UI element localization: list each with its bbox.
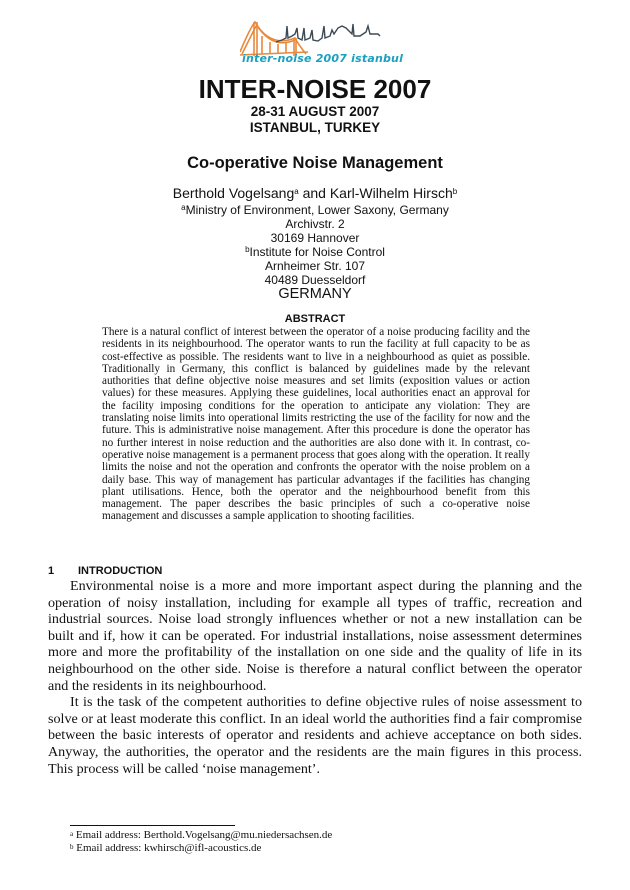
conference-title: INTER-NOISE 2007 — [198, 74, 432, 104]
author-list — [0, 185, 630, 202]
affiliation-text: Ministry of Environment, Lower Saxony, Germany — [185, 203, 449, 217]
footnote — [70, 842, 332, 855]
abstract-body: There is a natural conflict of interest between the operator of a noise producing facility and the residents in its neighbourhood. The operator wants to run the facility at full capacity to be as cost-effective as possible. The residents want to live in a neighbourhood as quiet as possible. Traditionally in Germany, this conflict is balanced by guidelines made by the relevant authorities that define objective noise measures and set limits (exposition values or action values) for these measures. Applying these guidelines, local authorities enact an approval for the facility imposing conditions for the operation to anticipate any violation: They are translating noise limits into operational limits restricting the use of the facility for now and the future. This is administrative noise management. After this procedure is done the operator has no further interest in noise reduction and the authorities are also done with it. In contrast, co-operative noise management is a permanent process that goes along with the operation. It really limits the noise and not the operation and confronts the operator with the noise problem on a daily base. This way of management has particular advantages if the facilities has changing plant utilisations. Hence, both the operator and the neighbourhood benefit from this management. The paper describes the basic principles of such a co-operative noise management and discusses a sample application to shooting facilities. — [102, 326, 530, 523]
section-body — [48, 578, 582, 777]
paragraph: It is the task of the competent authorities to define objective rules of noise assessment to solve or at least moderate this conflict. In an ideal world the authorities find a fair compromise between the basic interests of operator and residents and achieve acceptance on both sides. Anyway, the authorities, the operator and the residents are the main figures in this process. This process will be called ‘noise management’. — [48, 694, 582, 777]
footnotes — [70, 829, 332, 854]
author-country: GERMANY — [278, 286, 352, 302]
footnote-divider — [70, 825, 235, 826]
affiliation-text: Institute for Noise Control — [249, 245, 385, 259]
bridge-waveform-icon — [240, 8, 400, 58]
logo-text: inter-noise 2007 istanbul — [242, 52, 404, 65]
footnote-mark: a — [70, 830, 74, 838]
author-mark: a — [294, 187, 299, 196]
section-number: 1 — [48, 565, 55, 577]
affiliation-line: 30169 Hannover — [270, 231, 360, 245]
conference-location: ISTANBUL, TURKEY — [249, 120, 381, 135]
section-title: INTRODUCTION — [78, 565, 163, 577]
affiliation-line: 40489 Duesseldorf — [264, 273, 366, 287]
author-name: Karl-Wilhelm Hirsch — [329, 185, 453, 201]
affiliation-line: Arnheimer Str. 107 — [264, 259, 366, 273]
paragraph: Environmental noise is a more and more important aspect during the planning and the operation of noisy installation, including for example all types of traffic, recreation and industrial sources. Noise load strongly influences whether or not a new installation can be built and if, how it can be operated. For industrial installations, noise assessment determines more and more the profitability of the installation on one side and the quality of life in its neighbourhood on the other side. Noise is therefore a natural conflict between the operator and the residents in its neighbourhood. — [48, 578, 582, 694]
author-joiner: and — [298, 185, 330, 201]
footnote-text: Email address: kwhirsch@ifl-acoustics.de — [76, 841, 262, 854]
author-name: Berthold Vogelsang — [172, 185, 295, 201]
author-mark: b — [452, 187, 458, 196]
footnote-text: Email address: Berthold.Vogelsang@mu.niedersachsen.de — [75, 829, 333, 841]
section-heading — [48, 565, 162, 577]
affiliation-mark: a — [181, 203, 186, 212]
footnote-mark: b — [70, 842, 74, 851]
conference-dates: 28-31 AUGUST 2007 — [250, 104, 380, 119]
abstract-heading: ABSTRACT — [284, 313, 346, 325]
paper-title: Co-operative Noise Management — [187, 154, 443, 172]
footnote — [70, 829, 332, 842]
affiliation-line: Archivstr. 2 — [285, 217, 345, 231]
affiliation-line — [0, 245, 630, 259]
affiliation-line — [0, 203, 630, 217]
affiliation-mark: b — [245, 245, 250, 254]
